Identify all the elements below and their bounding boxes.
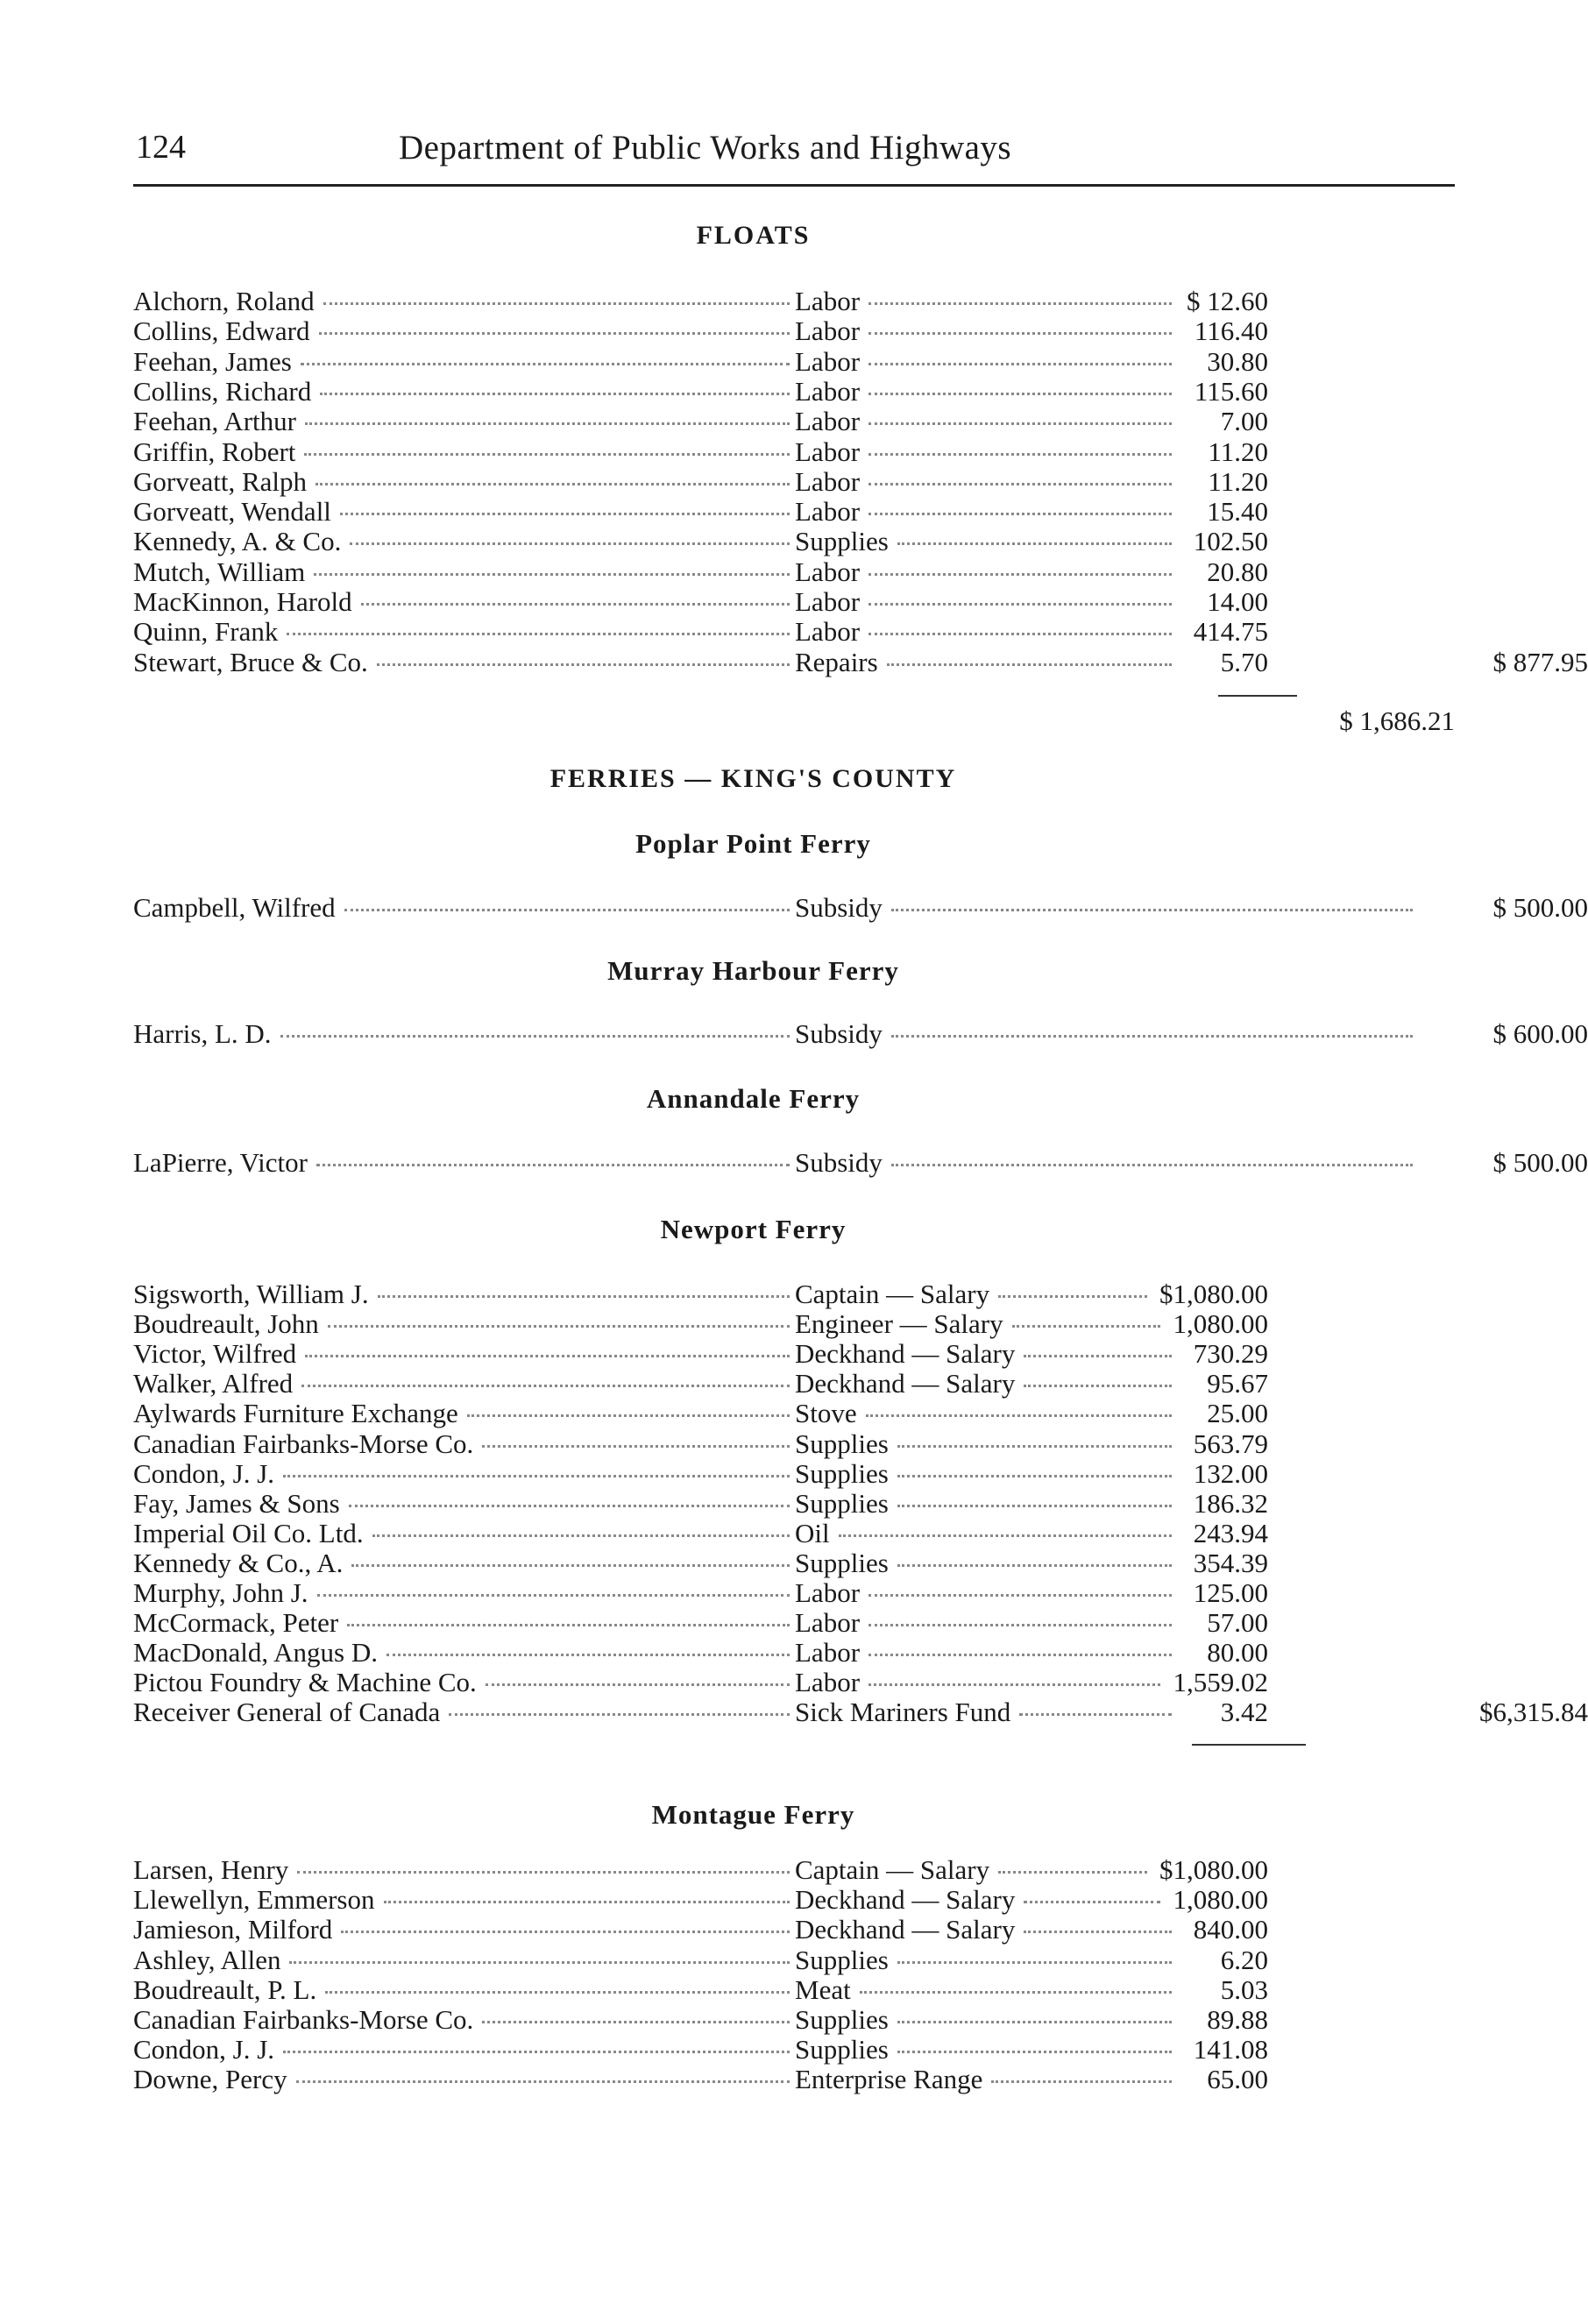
dot-leader: [314, 573, 790, 576]
subheading-murray-harbour: Murray Harbour Ferry: [607, 955, 899, 986]
expense-item: Supplies: [795, 1944, 889, 1975]
section-heading-ferries: FERRIES — KING'S COUNTY: [549, 764, 957, 793]
line-amount: 7.00: [1220, 406, 1268, 437]
ledger-row: [133, 1429, 1455, 1459]
dot-leader: [344, 909, 790, 911]
ledger-row: [133, 557, 1455, 587]
ledger-row: [133, 347, 1455, 377]
line-amount: 95.67: [1207, 1368, 1268, 1399]
section-total: $ 600.00: [1492, 1018, 1588, 1049]
running-title: Department of Public Works and Highways: [399, 129, 1012, 167]
expense-item: Supplies: [795, 1547, 889, 1578]
expense-item: Supplies: [795, 2004, 889, 2035]
expense-item: Labor: [795, 1577, 861, 1608]
dot-leader: [301, 1385, 790, 1387]
payee-name: MacKinnon, Harold: [133, 586, 352, 617]
ledger-row: [133, 1147, 1588, 1178]
ledger-row: [133, 1459, 1455, 1489]
expense-item: Supplies: [795, 526, 889, 557]
line-amount: 730.29: [1193, 1338, 1268, 1370]
payee-name: Jamieson, Milford: [133, 1914, 333, 1945]
payee-name: Walker, Alfred: [133, 1368, 294, 1399]
ledger-row: [133, 1608, 1455, 1638]
expense-item: Sick Mariners Fund: [795, 1697, 1011, 1728]
line-amount: 115.60: [1194, 375, 1268, 407]
payee-name: Sigsworth, William J.: [133, 1279, 369, 1309]
line-amount: 11.20: [1208, 436, 1268, 467]
line-amount: 1,080.00: [1173, 1884, 1268, 1916]
expense-item: Engineer — Salary: [795, 1308, 1003, 1340]
payee-name: Feehan, James: [133, 345, 292, 377]
ledger-row: [133, 437, 1455, 467]
dot-leader: [372, 1534, 790, 1537]
payee-name: Gorveatt, Wendall: [133, 496, 331, 528]
ledger-row: [133, 1279, 1455, 1309]
expense-item: Oil: [795, 1517, 830, 1548]
payee-name: Larsen, Henry: [133, 1854, 289, 1885]
ledger-row: [133, 1855, 1455, 1885]
payee-name: Kennedy, A. & Co.: [133, 526, 342, 557]
dot-leader: [283, 1475, 790, 1477]
expense-item: Deckhand — Salary: [795, 1338, 1016, 1370]
dot-leader: [347, 1624, 790, 1626]
dot-leader: [317, 1594, 790, 1597]
expense-item: Labor: [795, 556, 861, 587]
dot-leader: [341, 1931, 790, 1933]
line-amount: 11.20: [1208, 465, 1268, 497]
line-amount: 132.00: [1193, 1457, 1268, 1489]
subheading-montague: Montague Ferry: [651, 1799, 855, 1830]
dot-leader: [287, 633, 790, 635]
ledger-row: [133, 467, 1455, 497]
expense-item: Deckhand — Salary: [795, 1368, 1016, 1399]
subheading-newport: Newport Ferry: [660, 1214, 847, 1244]
dot-leader: [297, 1871, 790, 1874]
line-amount: 5.70: [1220, 646, 1268, 677]
expense-item: Captain — Salary: [795, 1854, 990, 1885]
line-amount: 125.00: [1193, 1577, 1268, 1608]
line-amount: 1,559.02: [1173, 1667, 1268, 1698]
payee-name: Campbell, Wilfred: [133, 892, 336, 923]
ledger-row: [133, 1697, 1588, 1728]
expense-item: Supplies: [795, 1428, 889, 1459]
section-total: $6,315.84: [1479, 1697, 1588, 1728]
payee-name: Kennedy & Co., A.: [133, 1547, 344, 1578]
payee-name: Quinn, Frank: [133, 616, 279, 648]
line-amount: 563.79: [1193, 1428, 1268, 1459]
payee-name: Ashley, Allen: [133, 1944, 281, 1975]
payee-name: Imperial Oil Co. Ltd.: [133, 1517, 364, 1548]
dot-leader: [305, 422, 790, 425]
ledger-row: [133, 2065, 1455, 2094]
ledger-row: [133, 377, 1455, 407]
expense-item: Meat: [795, 1973, 851, 2005]
payee-name: Aylwards Furniture Exchange: [133, 1398, 458, 1429]
payee-name: Collins, Richard: [133, 375, 312, 407]
line-amount: $1,080.00: [1159, 1279, 1268, 1309]
dot-leader: [361, 603, 790, 606]
line-amount: 102.50: [1193, 526, 1268, 557]
payee-name: Canadian Fairbanks-Morse Co.: [133, 2004, 474, 2035]
expense-item: Labor: [795, 286, 861, 316]
sum-rule: [1192, 1744, 1306, 1746]
ledger-row: [133, 1309, 1455, 1339]
expense-item: Deckhand — Salary: [795, 1914, 1016, 1945]
expense-item: Labor: [795, 1607, 861, 1639]
dot-leader: [378, 1295, 790, 1298]
line-amount: 3.42: [1220, 1697, 1268, 1728]
ledger-row: [133, 1369, 1455, 1399]
expense-item: Labor: [795, 345, 861, 377]
expense-item: Labor: [795, 436, 861, 467]
payee-name: Downe, Percy: [133, 2064, 287, 2095]
ledger-row: [133, 2005, 1455, 2035]
dot-leader: [315, 483, 790, 485]
dot-leader: [349, 1505, 790, 1507]
dot-leader: [325, 1991, 790, 1994]
line-amount: 1,080.00: [1173, 1308, 1268, 1340]
payee-name: Murphy, John J.: [133, 1577, 308, 1608]
dot-leader: [486, 1683, 790, 1686]
dot-leader: [350, 542, 790, 545]
line-amount: 30.80: [1207, 345, 1268, 377]
payee-name: Boudreault, John: [133, 1308, 319, 1340]
ledger-row: [133, 587, 1455, 617]
ledger-row: [133, 1018, 1588, 1049]
section-total: $ 500.00: [1492, 1147, 1588, 1178]
payee-name: Fay, James & Sons: [133, 1487, 340, 1519]
ledger-row: [133, 2035, 1455, 2065]
payee-name: Receiver General of Canada: [133, 1697, 441, 1728]
payee-name: Condon, J. J.: [133, 2034, 275, 2065]
dot-leader: [467, 1414, 790, 1417]
sum-rule: [1218, 695, 1297, 697]
ledger-row: [133, 1339, 1455, 1369]
section-heading-floats: FLOATS: [696, 221, 811, 250]
section-total: $ 500.00: [1492, 892, 1588, 923]
ledger-row: [133, 646, 1588, 677]
line-amount: 414.75: [1193, 616, 1268, 648]
expense-item: Enterprise Range: [795, 2064, 983, 2095]
line-amount: 6.20: [1220, 1944, 1268, 1975]
expense-item: Supplies: [795, 1457, 889, 1489]
line-amount: $1,080.00: [1159, 1854, 1268, 1885]
payee-name: Gorveatt, Ralph: [133, 465, 308, 497]
dot-leader: [304, 453, 790, 456]
expense-item: Labor: [795, 496, 861, 528]
payee-name: Victor, Wilfred: [133, 1338, 297, 1370]
payee-name: MacDonald, Angus D.: [133, 1637, 378, 1669]
dot-leader: [301, 363, 790, 365]
running-head: [136, 128, 1455, 174]
line-amount: 20.80: [1207, 556, 1268, 587]
dot-leader: [482, 1445, 790, 1448]
subheading-poplar-point: Poplar Point Ferry: [635, 828, 871, 859]
dot-leader: [289, 1961, 790, 1964]
subheading-annandale: Annandale Ferry: [646, 1083, 861, 1114]
ledger-row: [133, 527, 1455, 556]
expense-item: Subsidy: [795, 1018, 883, 1049]
expense-item: Captain — Salary: [795, 1279, 990, 1309]
dot-leader: [319, 332, 790, 335]
dot-leader: [340, 513, 790, 515]
line-amount: 116.40: [1194, 315, 1268, 347]
line-amount: 80.00: [1207, 1637, 1268, 1669]
dot-leader: [384, 1901, 790, 1903]
dot-leader: [283, 2051, 790, 2053]
payee-name: LaPierre, Victor: [133, 1147, 308, 1178]
ledger-row: [133, 1578, 1455, 1608]
expense-item: Labor: [795, 586, 861, 617]
expense-item: Supplies: [795, 1487, 889, 1519]
expense-item: Deckhand — Salary: [795, 1884, 1016, 1916]
payee-name: Mutch, William: [133, 556, 306, 587]
ledger-row: [133, 1399, 1455, 1428]
payee-name: McCormack, Peter: [133, 1607, 339, 1639]
line-amount: 186.32: [1193, 1487, 1268, 1519]
expense-item: Supplies: [795, 2034, 889, 2065]
expense-item: Labor: [795, 375, 861, 407]
header-rule: [133, 184, 1455, 187]
floats-grand-total: $ 1,686.21: [1339, 705, 1455, 736]
payee-name: Llewellyn, Emmerson: [133, 1884, 375, 1916]
dot-leader: [482, 2021, 790, 2023]
payee-name: Pictou Foundry & Machine Co.: [133, 1667, 477, 1698]
ledger-row: [133, 1668, 1455, 1697]
expense-item: Labor: [795, 1637, 861, 1669]
dot-leader: [323, 302, 790, 305]
ledger-row: [133, 1915, 1455, 1945]
dot-leader: [280, 1035, 790, 1038]
line-amount: 65.00: [1207, 2064, 1268, 2095]
expense-item: Subsidy: [795, 892, 883, 923]
expense-item: Labor: [795, 616, 861, 648]
line-amount: 15.40: [1207, 496, 1268, 528]
ledger-row: [133, 1519, 1455, 1548]
dot-leader: [351, 1564, 790, 1567]
dot-leader: [386, 1654, 790, 1656]
dot-leader: [328, 1325, 790, 1328]
expense-item: Stove: [795, 1398, 857, 1429]
dot-leader: [449, 1713, 790, 1716]
line-amount: $ 12.60: [1187, 286, 1268, 316]
payee-name: Canadian Fairbanks-Morse Co.: [133, 1428, 474, 1459]
ledger-row: [133, 316, 1455, 346]
dot-leader: [316, 1164, 790, 1166]
line-amount: 5.03: [1220, 1973, 1268, 2005]
expense-item: Labor: [795, 1667, 861, 1698]
payee-name: Feehan, Arthur: [133, 406, 296, 437]
ledger-row: [133, 407, 1455, 436]
ledger-row: [133, 1548, 1455, 1578]
ledger-row: [133, 1638, 1455, 1668]
line-amount: 354.39: [1193, 1547, 1268, 1578]
payee-name: Stewart, Bruce & Co.: [133, 646, 368, 677]
line-amount: 840.00: [1193, 1914, 1268, 1945]
expense-item: Subsidy: [795, 1147, 883, 1178]
payee-name: Alchorn, Roland: [133, 286, 315, 316]
payee-name: Boudreault, P. L.: [133, 1973, 317, 2005]
ledger-row: [133, 892, 1588, 923]
expense-item: Labor: [795, 465, 861, 497]
dot-leader: [305, 1355, 790, 1357]
ledger-row: [133, 287, 1455, 316]
section-total: $ 877.95: [1492, 646, 1588, 677]
ledger-row: [133, 1489, 1455, 1519]
line-amount: 57.00: [1207, 1607, 1268, 1639]
payee-name: Collins, Edward: [133, 315, 310, 347]
payee-name: Griffin, Robert: [133, 436, 296, 467]
ledger-row: [133, 497, 1455, 527]
line-amount: 89.88: [1207, 2004, 1268, 2035]
expense-item: Labor: [795, 406, 861, 437]
dot-leader: [296, 2080, 790, 2083]
ledger-row: [133, 617, 1455, 647]
payee-name: Condon, J. J.: [133, 1457, 275, 1489]
line-amount: 243.94: [1193, 1517, 1268, 1548]
ledger-row: [133, 1885, 1455, 1915]
line-amount: 25.00: [1207, 1398, 1268, 1429]
expense-item: Repairs: [795, 646, 878, 677]
page-number: 124: [136, 129, 186, 166]
line-amount: 141.08: [1193, 2034, 1268, 2065]
ledger-row: [133, 1975, 1455, 2005]
dot-leader: [377, 663, 790, 666]
line-amount: 14.00: [1207, 586, 1268, 617]
payee-name: Harris, L. D.: [133, 1018, 272, 1049]
dot-leader: [320, 393, 790, 395]
expense-item: Labor: [795, 315, 861, 347]
ledger-row: [133, 1945, 1455, 1975]
